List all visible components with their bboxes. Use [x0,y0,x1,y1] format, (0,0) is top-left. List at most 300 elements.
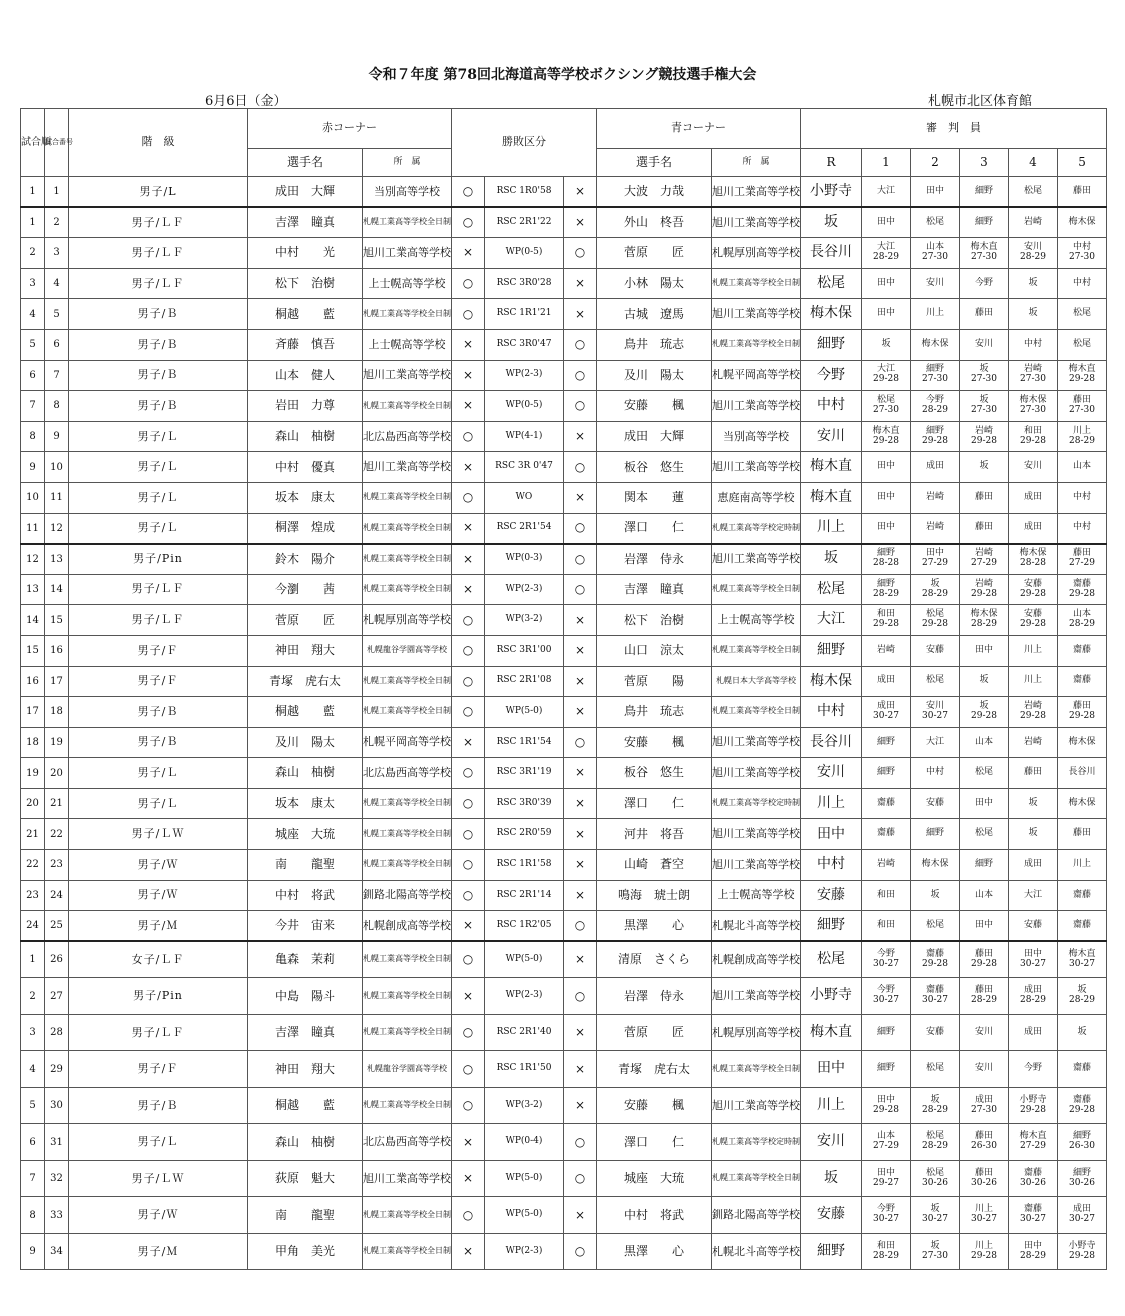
referee-cell: 川上 [801,1087,862,1124]
judge-5-cell: 川上 [1058,850,1107,881]
judge-4-cell: 大江 [1009,880,1058,911]
order-cell: 3 [21,1014,45,1051]
judge-5-cell: 齋藤 [1058,1051,1107,1088]
judge-3-cell: 梅木保 28-29 [960,605,1009,636]
red-name-cell: 桐越 藍 [248,1087,363,1124]
red-mark-cell: ○ [452,177,485,208]
red-mark-cell: ○ [452,758,485,789]
judge-1-cell: 細野 [862,758,911,789]
blue-mark-cell: ○ [564,727,597,758]
red-affiliation-cell: 札幌工業高等学校全日制 [363,391,452,422]
weight-class-cell: 男子/Ｗ [69,880,248,911]
blue-affiliation-cell: 旭川工業高等学校 [712,758,801,789]
judge-2-cell: 齋藤 29-28 [911,941,960,978]
referee-cell: 安藤 [801,880,862,911]
result-cell: RSC 3R0'47 [485,329,564,360]
blue-name-cell: 山口 涼太 [597,635,712,666]
blue-name-cell: 澤口 仁 [597,788,712,819]
red-mark-cell: × [452,360,485,391]
result-cell: RSC 3R1'00 [485,635,564,666]
blue-mark-cell: × [564,635,597,666]
blue-affiliation-cell: 釧路北陽高等学校 [712,1197,801,1234]
judge-1-cell: 山本 27-29 [862,1124,911,1161]
judge-5-cell: 齋藤 [1058,911,1107,942]
judge-3-cell: 成田 27-30 [960,1087,1009,1124]
weight-class-cell: 男子/Ｗ [69,1197,248,1234]
judge-4-cell: 坂 [1009,268,1058,299]
judge-3-cell: 坂 29-28 [960,697,1009,728]
blue-name-cell: 外山 柊吾 [597,207,712,238]
judge-3-cell: 安川 [960,1014,1009,1051]
bout-no-cell: 9 [45,421,69,452]
judge-4-cell: 田中 30-27 [1009,941,1058,978]
referee-cell: 松尾 [801,268,862,299]
judge-5-cell: 梅木保 [1058,788,1107,819]
table-row [21,452,1107,483]
header-blue-affiliation: 所 属 [712,149,801,177]
judge-1-cell: 大江 29-28 [862,360,911,391]
red-affiliation-cell: 札幌工業高等学校全日制 [363,1087,452,1124]
judge-5-cell: 小野寺 29-28 [1058,1233,1107,1270]
judge-1-cell: 坂 [862,329,911,360]
judge-1-cell: 細野 [862,1014,911,1051]
blue-affiliation-cell: 札幌創成高等学校 [712,941,801,978]
red-name-cell: 坂本 康太 [248,482,363,513]
weight-class-cell: 男子/Ｂ [69,697,248,728]
red-name-cell: 森山 柚樹 [248,1124,363,1161]
header-blue-name: 選手名 [597,149,712,177]
bout-no-cell: 6 [45,329,69,360]
judge-3-cell: 梅木直 27-30 [960,238,1009,269]
blue-name-cell: 大波 力哉 [597,177,712,208]
weight-class-cell: 男子/Ｌ [69,452,248,483]
judge-2-cell: 安川 30-27 [911,697,960,728]
weight-class-cell: 男子/ＬＦ [69,268,248,299]
bout-no-cell: 28 [45,1014,69,1051]
judge-5-cell: 松尾 [1058,299,1107,330]
blue-affiliation-cell: 札幌工業高等学校全日制 [712,1051,801,1088]
order-cell: 8 [21,1197,45,1234]
weight-class-cell: 男子/Ｂ [69,727,248,758]
table-row [21,1160,1107,1197]
blue-affiliation-cell: 札幌厚別高等学校 [712,238,801,269]
referee-cell: 長谷川 [801,238,862,269]
blue-affiliation-cell: 旭川工業高等学校 [712,727,801,758]
judge-5-cell: 齋藤 [1058,666,1107,697]
bout-no-cell: 1 [45,177,69,208]
result-cell: WP(3-2) [485,1087,564,1124]
judge-3-cell: 田中 [960,635,1009,666]
judge-5-cell: 梅木直 29-28 [1058,360,1107,391]
red-name-cell: 菅原 匠 [248,605,363,636]
weight-class-cell: 男子/Ｌ [69,758,248,789]
red-mark-cell: ○ [452,605,485,636]
judge-4-cell: 川上 [1009,666,1058,697]
weight-class-cell: 男子/ＬＷ [69,819,248,850]
judge-1-cell: 和田 [862,911,911,942]
judge-5-cell: 川上 28-29 [1058,421,1107,452]
red-mark-cell: ○ [452,299,485,330]
blue-name-cell: 城座 大琉 [597,1160,712,1197]
judge-1-cell: 梅木直 29-28 [862,421,911,452]
blue-name-cell: 成田 大輝 [597,421,712,452]
referee-cell: 田中 [801,819,862,850]
table-row [21,329,1107,360]
header-order: 試合順 [21,109,45,177]
judge-5-cell: 齋藤 29-28 [1058,1087,1107,1124]
judge-3-cell: 山本 [960,727,1009,758]
bout-no-cell: 8 [45,391,69,422]
result-cell: RSC 2R1'54 [485,513,564,544]
red-name-cell: 神田 翔大 [248,635,363,666]
result-cell: RSC 1R1'58 [485,850,564,881]
judge-3-cell: 坂 27-30 [960,391,1009,422]
judge-1-cell: 細野 [862,727,911,758]
weight-class-cell: 男子/Ｂ [69,391,248,422]
blue-name-cell: 吉澤 瞳真 [597,574,712,605]
judge-3-cell: 山本 [960,880,1009,911]
order-cell: 1 [21,941,45,978]
blue-mark-cell: × [564,697,597,728]
result-cell: RSC 1R2'05 [485,911,564,942]
judge-5-cell: 坂 28-29 [1058,978,1107,1015]
order-cell: 15 [21,635,45,666]
judge-3-cell: 藤田 28-29 [960,978,1009,1015]
blue-mark-cell: × [564,299,597,330]
judge-3-cell: 川上 30-27 [960,1197,1009,1234]
blue-name-cell: 澤口 仁 [597,513,712,544]
blue-name-cell: 黒澤 心 [597,1233,712,1270]
judge-2-cell: 大江 [911,727,960,758]
judge-2-cell: 細野 29-28 [911,421,960,452]
judge-4-cell: 成田 [1009,482,1058,513]
red-mark-cell: × [452,1124,485,1161]
judge-1-cell: 田中 [862,207,911,238]
order-cell: 9 [21,1233,45,1270]
table-row [21,911,1107,942]
red-mark-cell: × [452,329,485,360]
result-cell: RSC 3R 0'47 [485,452,564,483]
judge-5-cell: 細野 30-26 [1058,1160,1107,1197]
referee-cell: 大江 [801,605,862,636]
red-mark-cell: × [452,574,485,605]
blue-mark-cell: × [564,850,597,881]
result-cell: WP(2-3) [485,574,564,605]
red-mark-cell: ○ [452,1051,485,1088]
judge-3-cell: 今野 [960,268,1009,299]
bout-no-cell: 13 [45,544,69,575]
judge-1-cell: 和田 28-29 [862,1233,911,1270]
order-cell: 19 [21,758,45,789]
blue-mark-cell: × [564,177,597,208]
judge-4-cell: 成田 [1009,513,1058,544]
red-affiliation-cell: 札幌龍谷学園高等学校 [363,635,452,666]
judge-5-cell: 中村 [1058,268,1107,299]
table-row [21,513,1107,544]
order-cell: 5 [21,1087,45,1124]
red-name-cell: 桐越 藍 [248,299,363,330]
red-name-cell: 及川 陽太 [248,727,363,758]
blue-name-cell: 中村 将武 [597,1197,712,1234]
referee-cell: 安川 [801,421,862,452]
result-cell: WO [485,482,564,513]
judge-5-cell: 細野 26-30 [1058,1124,1107,1161]
result-cell: WP(5-0) [485,941,564,978]
red-mark-cell: × [452,513,485,544]
table-row [21,978,1107,1015]
referee-cell: 細野 [801,329,862,360]
order-cell: 5 [21,329,45,360]
weight-class-cell: 男子/Ｂ [69,299,248,330]
judge-4-cell: 齋藤 30-26 [1009,1160,1058,1197]
judge-5-cell: 山本 28-29 [1058,605,1107,636]
red-name-cell: 吉澤 瞳真 [248,207,363,238]
referee-cell: 中村 [801,697,862,728]
judge-4-cell: 松尾 [1009,177,1058,208]
referee-cell: 梅木保 [801,666,862,697]
referee-cell: 長谷川 [801,727,862,758]
judge-4-cell: 安藤 29-28 [1009,574,1058,605]
blue-affiliation-cell: 札幌工業高等学校全日制 [712,574,801,605]
judge-5-cell: 山本 [1058,452,1107,483]
red-mark-cell: × [452,1233,485,1270]
judge-2-cell: 坂 28-29 [911,1087,960,1124]
bout-no-cell: 22 [45,819,69,850]
judge-4-cell: 安川 28-29 [1009,238,1058,269]
judge-2-cell: 岩崎 [911,482,960,513]
blue-name-cell: 岩澤 侍永 [597,978,712,1015]
blue-mark-cell: ○ [564,1160,597,1197]
order-cell: 13 [21,574,45,605]
blue-mark-cell: ○ [564,360,597,391]
judge-2-cell: 坂 27-30 [911,1233,960,1270]
red-name-cell: 山本 健人 [248,360,363,391]
judge-2-cell: 田中 27-29 [911,544,960,575]
bout-no-cell: 19 [45,727,69,758]
judge-5-cell: 齋藤 [1058,635,1107,666]
table-row [21,850,1107,881]
blue-affiliation-cell: 上士幌高等学校 [712,880,801,911]
red-affiliation-cell: 札幌工業高等学校全日制 [363,299,452,330]
red-name-cell: 吉澤 瞳真 [248,1014,363,1051]
result-cell: RSC 3R0'39 [485,788,564,819]
weight-class-cell: 男子/ＬＦ [69,238,248,269]
judge-2-cell: 梅木保 [911,329,960,360]
blue-mark-cell: × [564,819,597,850]
blue-affiliation-cell: 札幌工業高等学校全日制 [712,635,801,666]
judge-4-cell: 成田 [1009,1014,1058,1051]
red-name-cell: 甲角 美光 [248,1233,363,1270]
result-cell: RSC 1R1'21 [485,299,564,330]
red-affiliation-cell: 札幌工業高等学校全日制 [363,513,452,544]
bout-no-cell: 21 [45,788,69,819]
bout-no-cell: 34 [45,1233,69,1270]
bout-no-cell: 16 [45,635,69,666]
order-cell: 2 [21,978,45,1015]
table-row [21,697,1107,728]
red-mark-cell: ○ [452,1087,485,1124]
judge-1-cell: 齋藤 [862,819,911,850]
red-affiliation-cell: 札幌工業高等学校全日制 [363,941,452,978]
order-cell: 6 [21,360,45,391]
judge-1-cell: 田中 [862,452,911,483]
referee-cell: 細野 [801,1233,862,1270]
blue-mark-cell: ○ [564,574,597,605]
judge-5-cell: 松尾 [1058,329,1107,360]
bout-no-cell: 27 [45,978,69,1015]
bout-no-cell: 5 [45,299,69,330]
referee-cell: 田中 [801,1051,862,1088]
bout-no-cell: 31 [45,1124,69,1161]
referee-cell: 梅木保 [801,299,862,330]
judge-1-cell: 田中 29-28 [862,1087,911,1124]
red-affiliation-cell: 札幌平岡高等学校 [363,727,452,758]
blue-affiliation-cell: 当別高等学校 [712,421,801,452]
red-mark-cell: ○ [452,880,485,911]
blue-mark-cell: ○ [564,1124,597,1161]
bout-no-cell: 25 [45,911,69,942]
red-affiliation-cell: 上士幌高等学校 [363,329,452,360]
red-mark-cell: ○ [452,421,485,452]
blue-name-cell: 鳴海 琥士朗 [597,880,712,911]
header-result: 勝敗区分 [452,109,597,177]
result-cell: WP(2-3) [485,1233,564,1270]
bout-no-cell: 2 [45,207,69,238]
table-row [21,727,1107,758]
blue-name-cell: 岩澤 侍永 [597,544,712,575]
order-cell: 17 [21,697,45,728]
table-row [21,1124,1107,1161]
weight-class-cell: 男子/ＬＦ [69,574,248,605]
blue-name-cell: 青塚 虎右太 [597,1051,712,1088]
referee-cell: 川上 [801,513,862,544]
blue-affiliation-cell: 旭川工業高等学校 [712,850,801,881]
weight-class-cell: 男子/ＬＦ [69,605,248,636]
blue-name-cell: 清原 さくら [597,941,712,978]
judge-1-cell: 大江 28-29 [862,238,911,269]
referee-cell: 安川 [801,758,862,789]
red-mark-cell: × [452,544,485,575]
order-cell: 2 [21,238,45,269]
result-cell: WP(2-3) [485,360,564,391]
judge-5-cell: 藤田 [1058,819,1107,850]
judge-5-cell: 梅木保 [1058,727,1107,758]
order-cell: 1 [21,207,45,238]
bout-no-cell: 23 [45,850,69,881]
judge-5-cell: 藤田 27-30 [1058,391,1107,422]
blue-name-cell: 及川 陽太 [597,360,712,391]
red-mark-cell: ○ [452,697,485,728]
table-row [21,421,1107,452]
order-cell: 24 [21,911,45,942]
referee-cell: 安藤 [801,1197,862,1234]
judge-3-cell: 藤田 29-28 [960,941,1009,978]
judge-1-cell: 今野 30-27 [862,978,911,1015]
bout-no-cell: 4 [45,268,69,299]
red-affiliation-cell: 当別高等学校 [363,177,452,208]
weight-class-cell: 男子/Ｆ [69,666,248,697]
weight-class-cell: 男子/Ｍ [69,1233,248,1270]
blue-affiliation-cell: 旭川工業高等学校 [712,452,801,483]
judge-5-cell: 藤田 27-29 [1058,544,1107,575]
red-affiliation-cell: 札幌工業高等学校全日制 [363,574,452,605]
result-cell: RSC 3R0'28 [485,268,564,299]
weight-class-cell: 男子/Ｂ [69,360,248,391]
judge-3-cell: 藤田 [960,299,1009,330]
event-venue: 札幌市北区体育館 [928,94,1033,109]
referee-cell: 小野寺 [801,978,862,1015]
red-name-cell: 城座 大琉 [248,819,363,850]
red-name-cell: 成田 大輝 [248,177,363,208]
judge-3-cell: 細野 [960,177,1009,208]
blue-mark-cell: ○ [564,513,597,544]
red-name-cell: 岩田 力尊 [248,391,363,422]
table-row [21,635,1107,666]
red-mark-cell: × [452,391,485,422]
order-cell: 10 [21,482,45,513]
bout-no-cell: 12 [45,513,69,544]
table-row [21,1014,1107,1051]
judge-5-cell: 成田 30-27 [1058,1197,1107,1234]
referee-cell: 松尾 [801,574,862,605]
referee-cell: 松尾 [801,941,862,978]
judge-3-cell: 安川 [960,1051,1009,1088]
blue-affiliation-cell: 旭川工業高等学校 [712,177,801,208]
blue-name-cell: 小林 陽太 [597,268,712,299]
weight-class-cell: 男子/Ｆ [69,1051,248,1088]
red-name-cell: 鈴木 陽介 [248,544,363,575]
result-cell: RSC 2R1'14 [485,880,564,911]
table-row [21,544,1107,575]
red-mark-cell: ○ [452,850,485,881]
referee-cell: 梅木直 [801,482,862,513]
bout-no-cell: 10 [45,452,69,483]
judge-2-cell: 今野 28-29 [911,391,960,422]
judge-1-cell: 成田 30-27 [862,697,911,728]
red-affiliation-cell: 札幌創成高等学校 [363,911,452,942]
header-judges: 審 判 員 [801,109,1107,149]
judge-3-cell: 田中 [960,788,1009,819]
blue-mark-cell: × [564,482,597,513]
blue-mark-cell: ○ [564,978,597,1015]
order-cell: 20 [21,788,45,819]
red-affiliation-cell: 北広島西高等学校 [363,1124,452,1161]
judge-2-cell: 田中 [911,177,960,208]
bout-no-cell: 14 [45,574,69,605]
weight-class-cell: 男子/Ｂ [69,329,248,360]
judge-2-cell: 松尾 29-28 [911,605,960,636]
bout-no-cell: 17 [45,666,69,697]
blue-mark-cell: ○ [564,238,597,269]
red-name-cell: 荻原 魁大 [248,1160,363,1197]
judge-5-cell: 中村 27-30 [1058,238,1107,269]
red-mark-cell: ○ [452,819,485,850]
judge-3-cell: 藤田 30-26 [960,1160,1009,1197]
judge-4-cell: 安川 [1009,452,1058,483]
order-cell: 8 [21,421,45,452]
blue-affiliation-cell: 上士幌高等学校 [712,605,801,636]
bout-no-cell: 7 [45,360,69,391]
judge-1-cell: 田中 [862,268,911,299]
blue-name-cell: 鳥井 琉志 [597,697,712,728]
blue-mark-cell: × [564,941,597,978]
table-row [21,177,1107,208]
red-name-cell: 青塚 虎右太 [248,666,363,697]
judge-2-cell: 松尾 30-26 [911,1160,960,1197]
judge-5-cell: 坂 [1058,1014,1107,1051]
blue-affiliation-cell: 札幌北斗高等学校 [712,1233,801,1270]
judge-5-cell: 藤田 29-28 [1058,697,1107,728]
